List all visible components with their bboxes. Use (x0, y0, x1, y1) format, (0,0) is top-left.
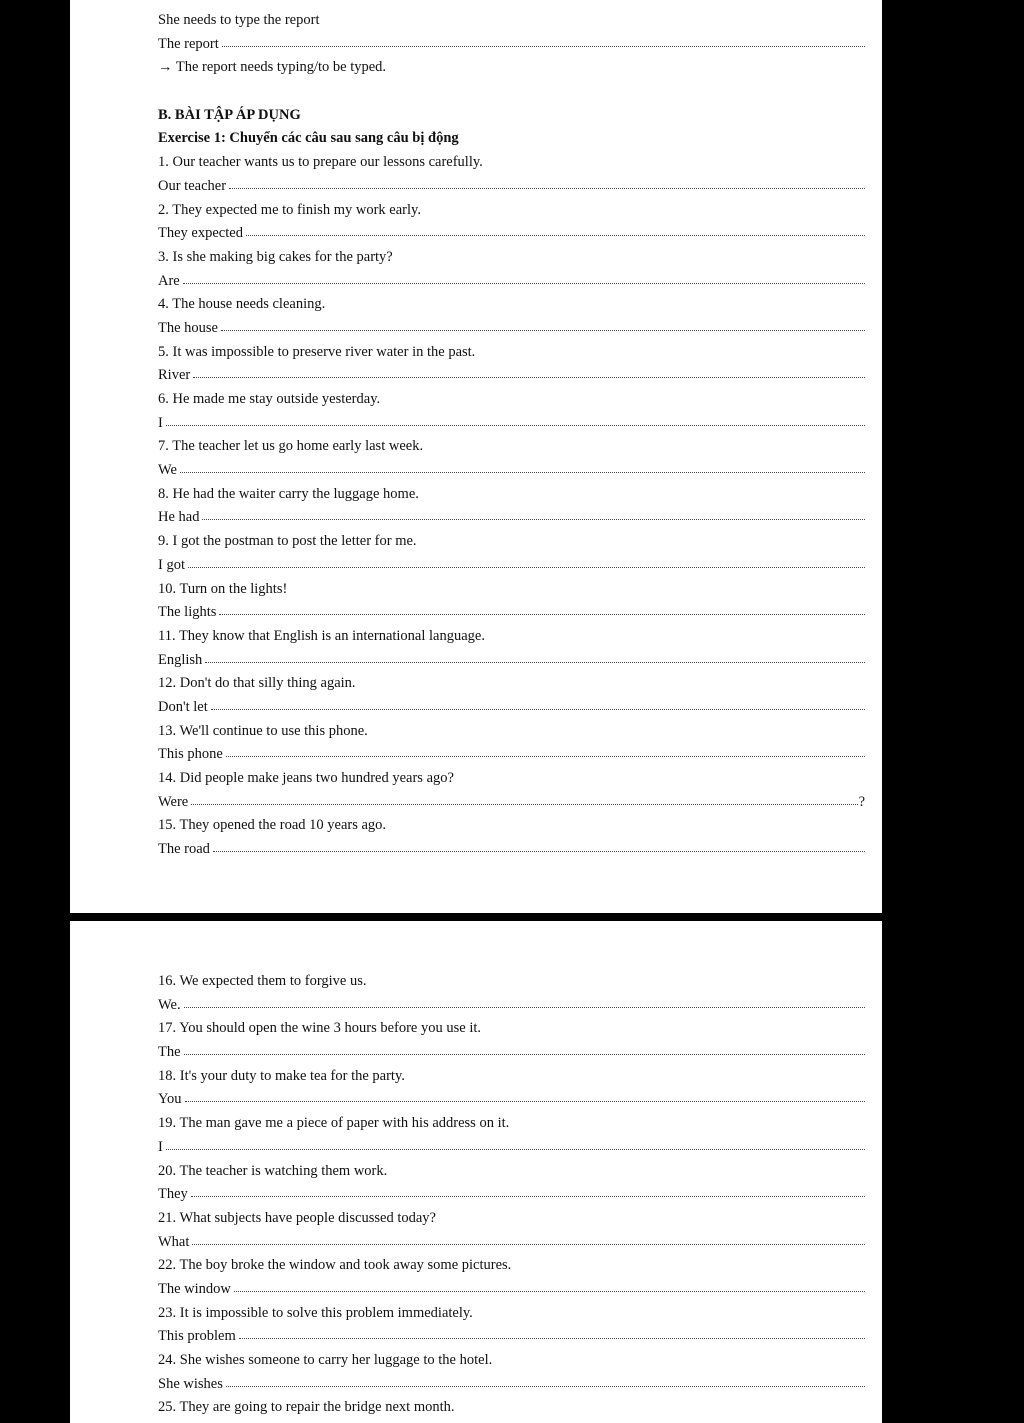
answer-line-15 (158, 838, 865, 862)
answer-starter: We (158, 462, 177, 479)
page-1-content (158, 9, 865, 862)
answer-starter: I (158, 1138, 163, 1155)
answer-starter: The (158, 1044, 181, 1061)
answer-line-7 (158, 459, 865, 483)
answer-starter: You (158, 1091, 182, 1108)
answer-blank[interactable] (219, 613, 865, 615)
intro-answer-line (158, 33, 865, 57)
answer-starter: Are (158, 272, 180, 289)
answer-end-mark: ? (858, 793, 865, 810)
answer-blank[interactable] (221, 329, 865, 331)
question-11: 11. They know that English is an international language. (158, 627, 485, 644)
spacer (158, 80, 865, 104)
answer-blank[interactable] (192, 1243, 865, 1245)
answer-blank[interactable] (166, 424, 865, 426)
question-25: 25. They are going to repair the bridge next month. (158, 1399, 455, 1416)
answer-blank[interactable] (180, 471, 865, 473)
question-24: 24. She wishes someone to carry her luggage to the hotel. (158, 1352, 493, 1368)
answer-starter: This problem (158, 1328, 236, 1345)
answer-line-16 (158, 994, 865, 1018)
answer-line-13 (158, 743, 865, 767)
answer-line-20 (158, 1183, 865, 1207)
answer-line-1 (158, 175, 865, 199)
answer-starter: The road (158, 841, 210, 858)
exercise-title: Exercise 1: Chuyển các câu sau sang câu bị động (158, 130, 459, 147)
answer-line-19 (158, 1136, 865, 1160)
question-2: 2. They expected me to finish my work early. (158, 201, 421, 218)
answer-blank[interactable] (246, 234, 865, 236)
answer-blank[interactable] (202, 518, 865, 520)
answer-line-12 (158, 696, 865, 720)
answer-blank[interactable] (188, 566, 865, 568)
answer-line-6 (158, 412, 865, 436)
answer-blank[interactable] (191, 1195, 865, 1197)
question-7: 7. The teacher let us go home early last week. (158, 438, 424, 455)
answer-starter: The window (158, 1280, 231, 1297)
answer-blank[interactable] (213, 850, 865, 852)
question-9: 9. I got the postman to post the letter for me. (158, 533, 417, 550)
answer-blank[interactable] (239, 1337, 865, 1339)
answer-blank[interactable] (183, 282, 865, 284)
answer-blank[interactable] (184, 1006, 865, 1008)
answer-starter: They expected (158, 225, 243, 242)
question-16: 16. We expected them to forgive us. (158, 973, 367, 989)
answer-line-5 (158, 364, 865, 388)
answer-line-14 (158, 791, 865, 815)
answer-starter: The lights (158, 604, 217, 621)
answer-line-17 (158, 1041, 865, 1065)
question-22: 22. The boy broke the window and took away some pictures. (158, 1257, 512, 1274)
worksheet-page-2 (70, 921, 882, 1423)
answer-starter: We. (158, 996, 181, 1013)
answer-blank[interactable] (229, 187, 865, 189)
answer-blank[interactable] (185, 1100, 865, 1102)
question-21: 21. What subjects have people discussed today? (158, 1209, 436, 1226)
answer-starter: She wishes (158, 1375, 223, 1392)
answer-blank[interactable] (234, 1290, 865, 1292)
section-heading: B. BÀI TẬP ÁP DỤNG (158, 106, 301, 123)
intro-prompt: She needs to type the report (158, 12, 320, 28)
answer-starter: I (158, 414, 163, 431)
question-6: 6. He made me stay outside yesterday. (158, 391, 381, 407)
answer-starter: Were (158, 793, 189, 810)
question-12: 12. Don't do that silly thing again. (158, 675, 356, 692)
answer-line-3 (158, 270, 865, 294)
question-4: 4. The house needs cleaning. (158, 296, 326, 313)
question-8: 8. He had the waiter carry the luggage home. (158, 485, 419, 502)
question-14: 14. Did people make jeans two hundred years ago? (158, 770, 454, 786)
answer-blank[interactable] (205, 661, 865, 663)
answer-line-8 (158, 506, 865, 530)
question-20: 20. The teacher is watching them work. (158, 1162, 388, 1179)
answer-blank[interactable] (226, 1385, 865, 1387)
answer-line-9 (158, 554, 865, 578)
question-23: 23. It is impossible to solve this problem immediately. (158, 1304, 473, 1321)
answer-blank[interactable] (211, 708, 865, 710)
question-1: 1. Our teacher wants us to prepare our lessons carefully. (158, 154, 483, 171)
answer-blank[interactable] (226, 755, 865, 757)
answer-starter: He had (158, 509, 200, 526)
answer-line-23 (158, 1325, 865, 1349)
question-17: 17. You should open the wine 3 hours before you use it. (158, 1020, 482, 1037)
answer-starter: English (158, 651, 203, 668)
question-3: 3. Is she making big cakes for the party? (158, 248, 393, 265)
answer-line-21 (158, 1231, 865, 1255)
intro-answer: → The report needs typing/to be typed. (158, 59, 387, 76)
page-2-content (158, 970, 865, 1420)
question-19: 19. The man gave me a piece of paper with his address on it. (158, 1115, 510, 1132)
intro-starter: The report (158, 35, 219, 52)
answer-starter: I got (158, 556, 185, 573)
answer-line-2 (158, 222, 865, 246)
answer-starter: What (158, 1233, 190, 1250)
answer-line-24 (158, 1373, 865, 1397)
answer-line-10 (158, 601, 865, 625)
question-10: 10. Turn on the lights! (158, 580, 288, 597)
question-13: 13. We'll continue to use this phone. (158, 722, 368, 739)
answer-blank[interactable] (193, 376, 865, 378)
answer-starter: Our teacher (158, 177, 227, 194)
answer-starter: River (158, 367, 191, 384)
answer-starter: Don't let (158, 698, 208, 715)
exercise-list-part-2 (158, 970, 865, 1420)
answer-blank[interactable] (166, 1148, 865, 1150)
answer-starter: The house (158, 319, 218, 336)
answer-blank[interactable] (184, 1053, 865, 1055)
question-18: 18. It's your duty to make tea for the party. (158, 1067, 405, 1084)
answer-line-4 (158, 317, 865, 341)
question-5: 5. It was impossible to preserve river water in the past. (158, 343, 476, 360)
answer-starter: This phone (158, 746, 223, 763)
answer-starter: They (158, 1186, 188, 1203)
answer-line-18 (158, 1088, 865, 1112)
question-15: 15. They opened the road 10 years ago. (158, 817, 387, 834)
answer-blank[interactable] (191, 803, 857, 805)
answer-line-22 (158, 1278, 865, 1302)
worksheet-page-1 (70, 0, 882, 913)
answer-blank[interactable] (222, 45, 865, 47)
exercise-list-part-1 (158, 151, 865, 862)
answer-line-11 (158, 649, 865, 673)
